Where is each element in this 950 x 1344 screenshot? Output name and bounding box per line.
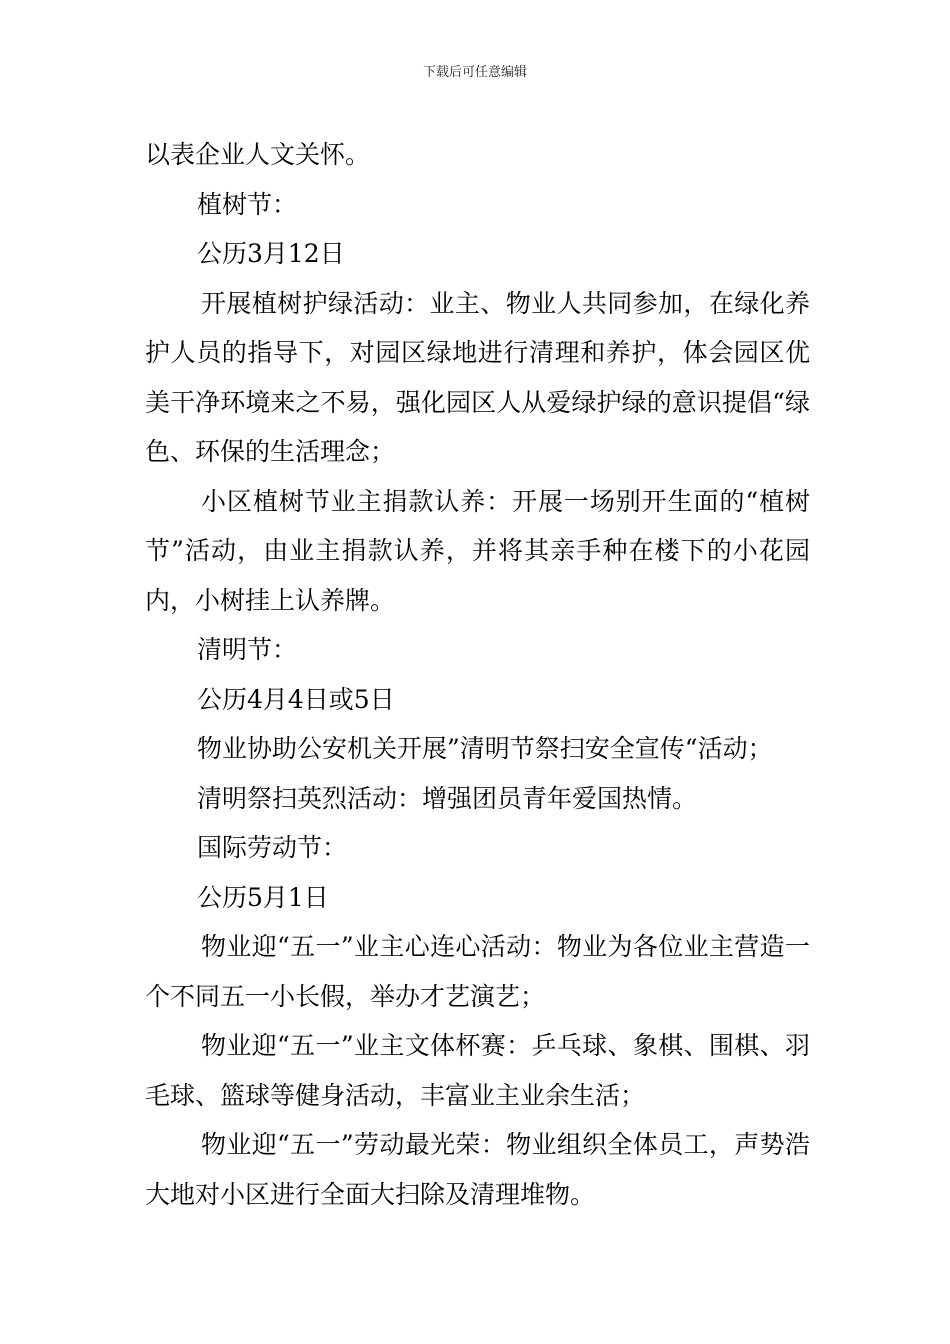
page-header: 下载后可任意编辑 <box>422 65 527 80</box>
paragraph-qingming-martyrs: 清明祭扫英烈活动：增强团员青年爱国热情。 <box>197 783 698 813</box>
paragraph-qingming-safety: 物业协助公安机关开展”清明节祭扫安全宣传“活动； <box>197 734 773 763</box>
heading-labor-day: 国际劳动节： <box>197 833 348 862</box>
paragraph-labor-day-sports: 物业迎“五一”业主文体杯赛：乒乓球、象棋、围棋、羽毛球、篮球等健身活动，丰富业主业余生活； <box>145 1031 810 1110</box>
date-arbor-day: 公历3月12日 <box>197 239 345 268</box>
date-labor-day: 公历5月1日 <box>197 882 329 912</box>
paragraph-tree-adoption: 小区植树节业主捐款认养：开展一场别开生面的“植树节”活动，由业主捐款认养，并将其亲手种在楼下的小花园内，小树挂上认养牌。 <box>145 486 810 615</box>
paragraph-labor-day-cleanup: 物业迎“五一”劳动最光荣：物业组织全体员工，声势浩大地对小区进行全面大扫除及清理堆物。 <box>145 1130 810 1209</box>
document-body <box>145 130 810 1219</box>
date-qingming: 公历4月4日或5日 <box>197 684 395 714</box>
paragraph-labor-day-activity: 物业迎“五一”业主心连心活动：物业为各位业主营造一个不同五一小长假，举办才艺演艺； <box>145 932 810 1011</box>
heading-qingming: 清明节： <box>197 635 298 664</box>
paragraph-tree-planting-activity: 开展植树护绿活动：业主、物业人共同参加，在绿化养护人员的指导下，对园区绿地进行清理和养护，体会园区优美干净环境来之不易，强化园区人从爱绿护绿的意识提倡“绿色、环保的生活理念； <box>145 288 810 466</box>
paragraph-closing-line: 以表企业人文关怀。 <box>145 140 371 169</box>
heading-arbor-day: 植树节： <box>197 189 298 219</box>
